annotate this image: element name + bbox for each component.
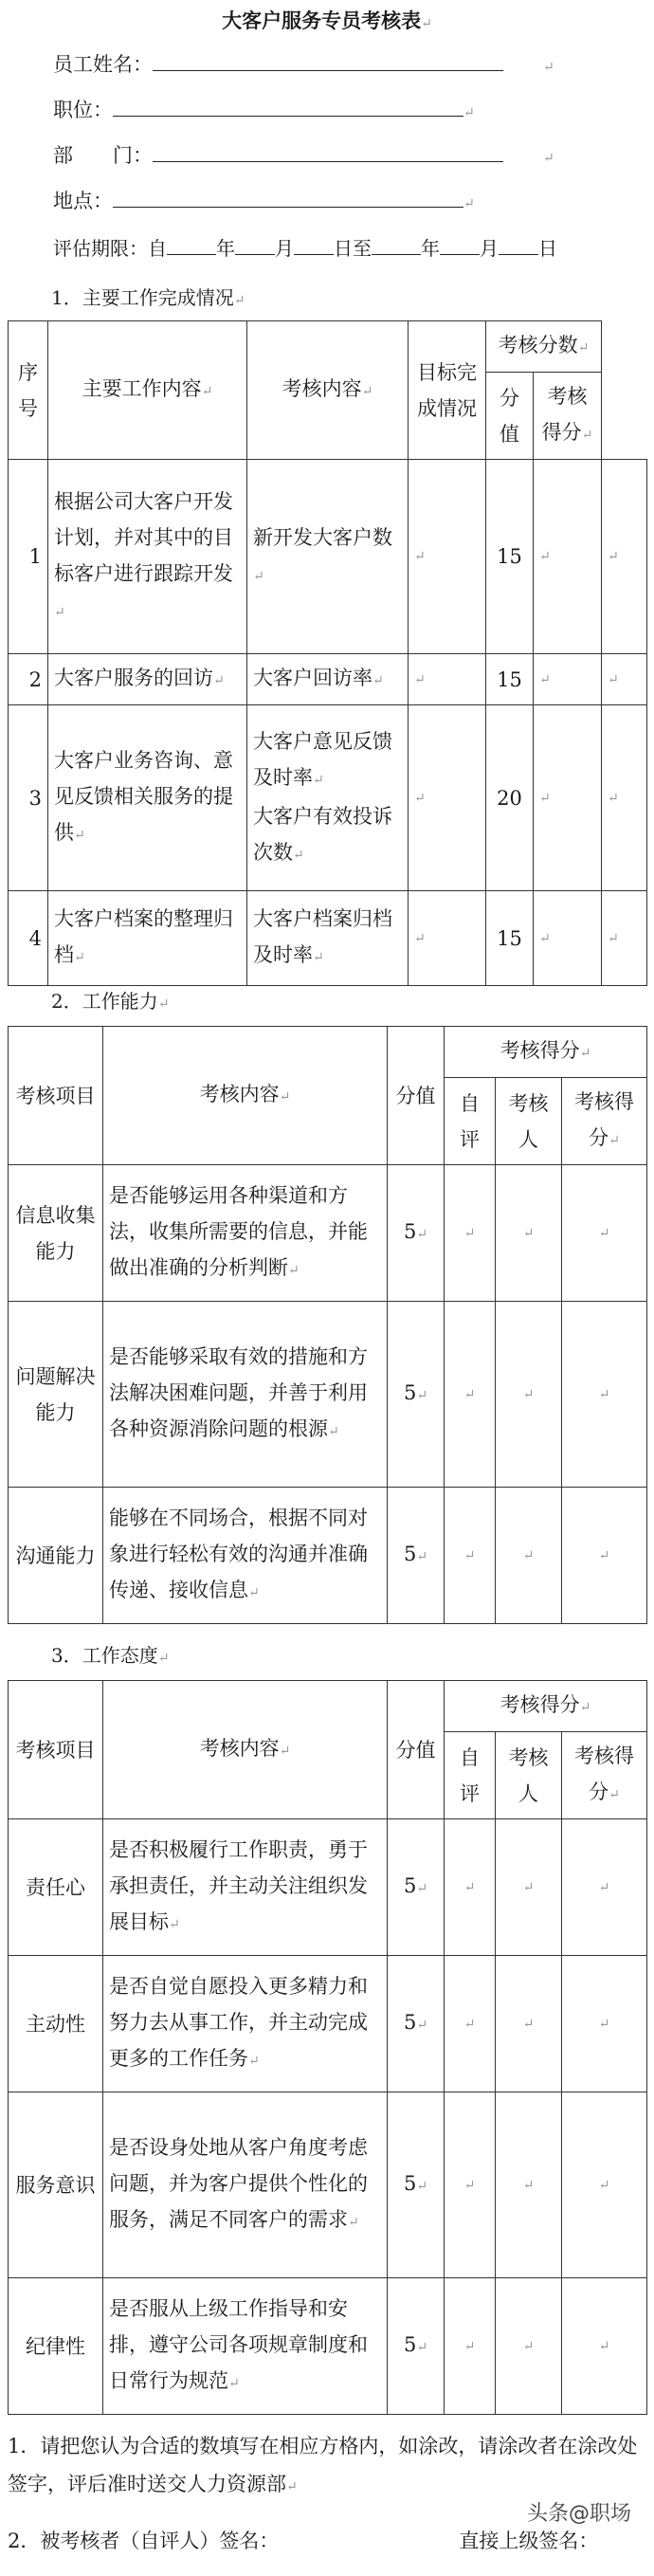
final-score-cell[interactable]: ↵ (562, 1956, 647, 2092)
table-row: 4 大客户档案的整理归档↵ 大客户档案归档及时率↵ ↵ 15 ↵ ↵ (9, 891, 647, 986)
score-cell[interactable]: ↵ (534, 705, 602, 891)
header-item: 考核项目 (9, 1027, 103, 1165)
target-cell[interactable]: ↵ (409, 705, 486, 891)
assessor-score-cell[interactable]: ↵ (496, 1302, 562, 1488)
final-score-cell[interactable]: ↵ (562, 1302, 647, 1488)
table-row: 沟通能力 能够在不同场合，根据不同对象进行轻松有效的沟通并准确传递、接收信息↵ 5↵ ↵ ↵ ↵ (9, 1488, 647, 1624)
header-assessor: 考核人 (496, 1732, 562, 1819)
note-instructions: 1．请把您认为合适的数填写在相应方格内，如涂改，请涂改者在涂改处签字，评后准时送交人力资源部↵ (8, 2435, 638, 2495)
self-score-cell[interactable]: ↵ (445, 1302, 496, 1488)
score-cell[interactable]: ↵ (534, 460, 602, 654)
header-points: 分值 (486, 373, 534, 460)
field-department: 部 门： ↵ (53, 140, 554, 169)
header-content: 考核内容↵ (103, 1027, 388, 1165)
watermark-logo: 头条@职场 (521, 2495, 637, 2529)
header-score-group: 考核得分↵ (445, 1681, 647, 1732)
header-target: 目标完成情况 (409, 321, 486, 460)
field-period: 评估期限：自 年 月 日至 年 月 日 (53, 233, 557, 261)
work-ability-table (8, 1026, 647, 1624)
target-cell[interactable]: ↵ (409, 891, 486, 986)
note-signatures: 2．被考核者（自评人）签名： 直接上级签名： (8, 2530, 599, 2552)
header-self: 自评 (445, 1078, 496, 1165)
self-score-cell[interactable]: ↵ (445, 1819, 496, 1956)
header-final: 考核得分↵ (562, 1732, 647, 1819)
table-row: 问题解决能力 是否能够采取有效的措施和方法解决困难问题，并善于利用各种资源消除问题的根源↵ 5↵ ↵ ↵ ↵ (9, 1302, 647, 1488)
page-title: 大客户服务专员考核表↵ (222, 9, 432, 32)
header-score-group: 考核得分↵ (445, 1027, 647, 1078)
field-employee-name: 员工姓名： ↵ (53, 49, 554, 78)
assessor-score-cell[interactable]: ↵ (496, 2278, 562, 2415)
table-row: 3 大客户业务咨询、意见反馈相关服务的提供↵ 大客户意见反馈及时率↵ 大客户有效投诉次数↵ ↵ 20 ↵ ↵ (9, 705, 647, 891)
final-score-cell[interactable]: ↵ (562, 1165, 647, 1302)
section2-title: 2．工作能力↵ (51, 990, 170, 1013)
header-blank (602, 321, 647, 373)
header-no: 序号 (9, 321, 48, 460)
final-score-cell[interactable]: ↵ (562, 1488, 647, 1624)
header-assessor: 考核人 (496, 1078, 562, 1165)
target-cell[interactable]: ↵ (409, 460, 486, 654)
field-position: 职位： ↵ (53, 95, 475, 123)
header-points: 分值 (388, 1027, 445, 1165)
section3-title: 3．工作态度↵ (51, 1644, 170, 1667)
score-cell[interactable]: ↵ (534, 654, 602, 705)
final-score-cell[interactable]: ↵ (562, 2092, 647, 2278)
work-attitude-table (8, 1680, 647, 2415)
table-row: 责任心 是否积极履行工作职责，勇于承担责任，并主动关注组织发展目标↵ 5↵ ↵ ↵ ↵ (9, 1819, 647, 1956)
header-item: 考核项目 (9, 1681, 103, 1819)
header-check-content: 考核内容↵ (247, 321, 409, 460)
table-row: 服务意识 是否设身处地从客户角度考虑问题，并为客户提供个性化的服务，满足不同客户的需求↵ 5↵ ↵ ↵ ↵ (9, 2092, 647, 2278)
header-final: 考核得分↵ (562, 1078, 647, 1165)
assessor-score-cell[interactable]: ↵ (496, 1819, 562, 1956)
self-score-cell[interactable]: ↵ (445, 1956, 496, 2092)
self-score-cell[interactable]: ↵ (445, 2278, 496, 2415)
header-score-group: 考核分数↵ (486, 321, 602, 373)
table-row: 纪律性 是否服从上级工作指导和安排，遵守公司各项规章制度和日常行为规范↵ 5↵ ↵ ↵ ↵ (9, 2278, 647, 2415)
assessor-score-cell[interactable]: ↵ (496, 1165, 562, 1302)
assessor-score-cell[interactable]: ↵ (496, 1488, 562, 1624)
field-location: 地点： ↵ (53, 186, 475, 214)
assessor-score-cell[interactable]: ↵ (496, 1956, 562, 2092)
score-cell[interactable]: ↵ (534, 891, 602, 986)
header-score: 考核得分↵ (534, 373, 602, 460)
self-score-cell[interactable]: ↵ (445, 1488, 496, 1624)
header-main-content: 主要工作内容↵ (48, 321, 247, 460)
table-row: 信息收集能力 是否能够运用各种渠道和方法，收集所需要的信息，并能做出准确的分析判断↵ 5↵ ↵ ↵ ↵ (9, 1165, 647, 1302)
self-score-cell[interactable]: ↵ (445, 2092, 496, 2278)
target-cell[interactable]: ↵ (409, 654, 486, 705)
table-row: 2 大客户服务的回访↵ 大客户回访率↵ ↵ 15 ↵ ↵ (9, 654, 647, 705)
section1-title: 1．主要工作完成情况↵ (51, 286, 245, 309)
self-score-cell[interactable]: ↵ (445, 1165, 496, 1302)
header-points: 分值 (388, 1681, 445, 1819)
work-completion-table (8, 320, 647, 986)
header-content: 考核内容↵ (103, 1681, 388, 1819)
table-row: 1 根据公司大客户开发计划，并对其中的目标客户进行跟踪开发↵ 新开发大客户数↵ ↵ 15 ↵ ↵ (9, 460, 647, 654)
table-row: 主动性 是否自觉自愿投入更多精力和努力去从事工作，并主动完成更多的工作任务↵ 5↵ ↵ ↵ ↵ (9, 1956, 647, 2092)
assessor-score-cell[interactable]: ↵ (496, 2092, 562, 2278)
final-score-cell[interactable]: ↵ (562, 1819, 647, 1956)
header-self: 自评 (445, 1732, 496, 1819)
final-score-cell[interactable]: ↵ (562, 2278, 647, 2415)
